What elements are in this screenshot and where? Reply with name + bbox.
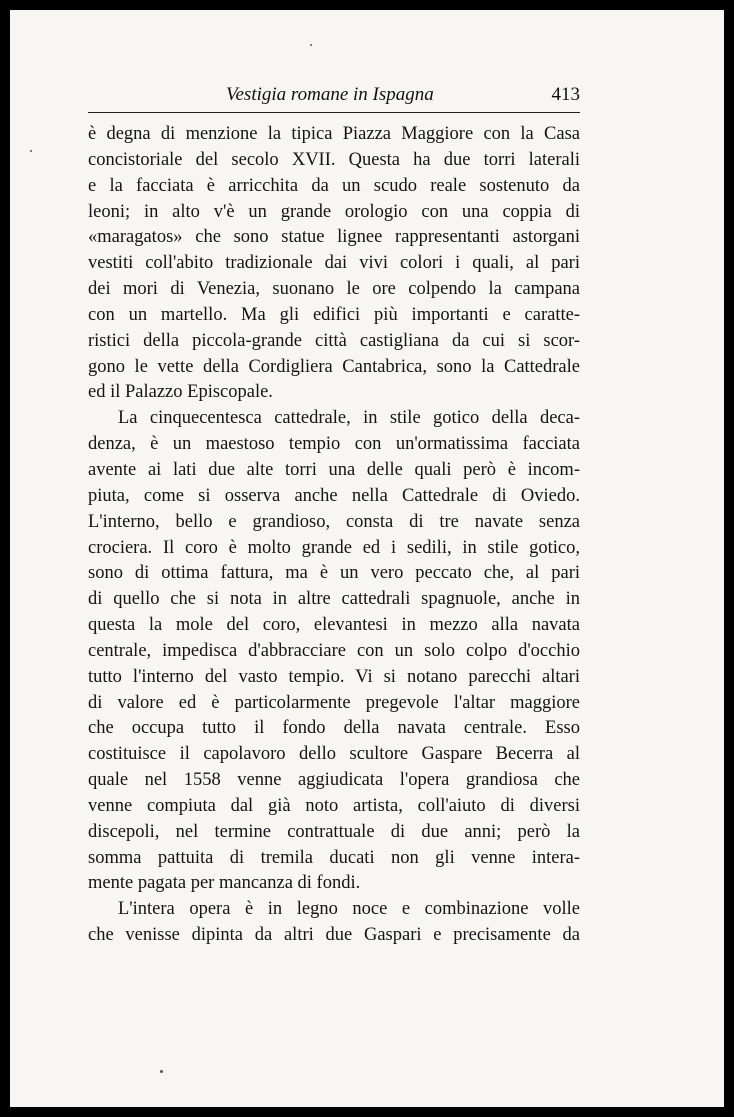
text-line: mente pagata per mancanza di fondi. bbox=[88, 873, 361, 894]
text-line: L'interno, bello e grandioso, consta di tre navate senza bbox=[88, 511, 580, 532]
body-text bbox=[88, 122, 580, 949]
text-line: sono di ottima fattura, ma è un vero peccato che, al pari bbox=[88, 563, 580, 584]
text-line: denza, è un maestoso tempio con un'ormatissima facciata bbox=[88, 434, 580, 455]
text-line: dei mori di Venezia, suonano le ore colpendo la campana bbox=[88, 279, 580, 300]
paper-speck bbox=[160, 1070, 163, 1073]
text-line: con un martello. Ma gli edifici più importanti e caratte- bbox=[88, 304, 580, 325]
text-line: leoni; in alto v'è un grande orologio con una coppia di bbox=[88, 201, 580, 222]
text-line: avente ai lati due alte torri una delle quali però è incom- bbox=[88, 459, 580, 480]
page-number: 413 bbox=[551, 84, 580, 105]
text-line: piuta, come si osserva anche nella Cattedrale di Oviedo. bbox=[88, 485, 580, 506]
text-line: vestiti coll'abito tradizionale dai vivi colori i quali, al pari bbox=[88, 253, 580, 274]
text-line: che occupa tutto il fondo della navata centrale. Esso bbox=[88, 718, 580, 739]
text-line: tutto l'interno del vasto tempio. Vi si notano parecchi altari bbox=[88, 666, 580, 687]
running-title: Vestigia romane in Ispagna bbox=[226, 84, 434, 105]
text-line: quale nel 1558 venne aggiudicata l'opera grandiosa che bbox=[88, 770, 580, 791]
text-line: di valore ed è particolarmente pregevole l'altar maggiore bbox=[88, 692, 580, 713]
text-line: ristici della piccola-grande città castigliana da cui si scor- bbox=[88, 330, 580, 351]
text-line: gono le vette della Cordigliera Cantabrica, sono la Cattedrale bbox=[88, 356, 580, 377]
text-line: costituisce il capolavoro dello scultore Gaspare Becerra al bbox=[88, 744, 580, 765]
page-header bbox=[88, 72, 580, 113]
text-line: crociera. Il coro è molto grande ed i sedili, in stile gotico, bbox=[88, 537, 580, 558]
text-line: di quello che si nota in altre cattedrali spagnuole, anche in bbox=[88, 589, 580, 610]
text-line: discepoli, nel termine contrattuale di due anni; però la bbox=[88, 821, 580, 842]
paper-speck bbox=[310, 44, 312, 46]
text-line: La cinquecentesca cattedrale, in stile gotico della deca- bbox=[118, 408, 580, 429]
book-page bbox=[10, 10, 724, 1107]
text-line: ed il Palazzo Episcopale. bbox=[88, 382, 273, 403]
text-line: concistoriale del secolo XVII. Questa ha due torri laterali bbox=[88, 149, 580, 170]
text-line: e la facciata è arricchita da un scudo reale sostenuto da bbox=[88, 175, 580, 196]
text-line: centrale, impedisca d'abbracciare con un solo colpo d'occhio bbox=[88, 640, 580, 661]
text-line: venne compiuta dal già noto artista, coll'aiuto di diversi bbox=[88, 795, 580, 816]
text-line: questa la mole del coro, elevantesi in mezzo alla navata bbox=[88, 615, 580, 636]
text-line: somma pattuita di tremila ducati non gli venne intera- bbox=[88, 847, 580, 868]
paper-speck bbox=[30, 150, 32, 152]
text-line: è degna di menzione la tipica Piazza Maggiore con la Casa bbox=[88, 124, 580, 144]
text-line: L'intera opera è in legno noce e combinazione volle bbox=[118, 899, 580, 920]
text-line: che venisse dipinta da altri due Gaspari e precisamente da bbox=[88, 925, 580, 946]
text-line: «maragatos» che sono statue lignee rappresentanti astorgani bbox=[88, 227, 580, 248]
